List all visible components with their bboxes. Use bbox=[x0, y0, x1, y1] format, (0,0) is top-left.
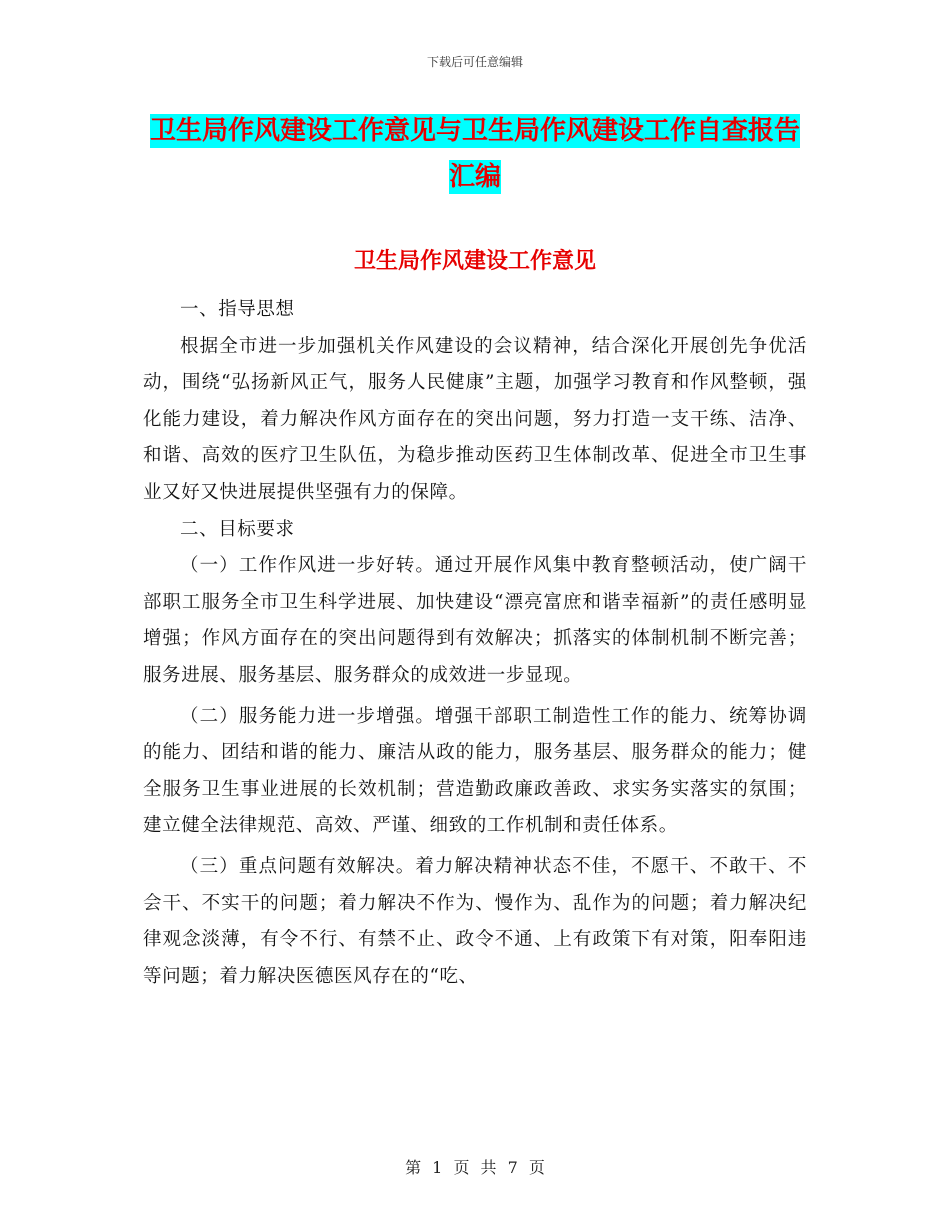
heading-target-requirements: 二、目标要求 bbox=[180, 518, 295, 540]
document-body bbox=[143, 292, 807, 995]
heading-guiding-thought: 一、指导思想 bbox=[180, 299, 295, 320]
paragraph: （二）服务能力进一步增强。增强干部职工制造性工作的能力、统筹协调的能力、团结和谐的能力、廉洁从政的能力，服务基层、服务群众的能力；健全服务卫生事业进展的长效机制；营造勤政廉政善政、求实务实落实的氛围；建立健全法律规范、高效、严谨、细致的工作机制和责任体系。 bbox=[143, 705, 807, 837]
document-title bbox=[140, 108, 810, 200]
page-number: 第 1 页 共 7 页 bbox=[405, 1158, 545, 1177]
header-note: 下载后可任意编辑 bbox=[426, 55, 523, 69]
paragraph: （一）工作作风进一步好转。通过开展作风集中教育整顿活动，使广阔干部职工服务全市卫生科学进展、加快建设“漂亮富庶和谐幸福新”的责任感明显增强；作风方面存在的突出问题得到有效解决；抓落实的体制机制不断完善；服务进展、服务基层、服务群众的成效进一步显现。 bbox=[143, 555, 807, 686]
document-title-text: 卫生局作风建设工作意见与卫生局作风建设工作自查报告汇编 bbox=[149, 116, 800, 192]
paragraph: 根据全市进一步加强机关作风建设的会议精神，结合深化开展创先争优活动，围绕“弘扬新风正气，服务人民健康”主题，加强学习教育和作风整顿，强化能力建设，着力解决作风方面存在的突出问题，努力打造一支干练、洁净、和谐、高效的医疗卫生队伍，为稳步推动医药卫生体制改革、促进全市卫生事业又好又快进展提供坚强有力的保障。 bbox=[143, 335, 807, 503]
paragraph: （三）重点问题有效解决。着力解决精神状态不佳，不愿干、不敢干、不会干、不实干的问题；着力解决不作为、慢作为、乱作为的问题；着力解决纪律观念淡薄，有令不行、有禁不止、政令不通、上有政策下有对策，阳奉阳违等问题；着力解决医德医风存在的“吃、 bbox=[143, 855, 807, 987]
section-title: 卫生局作风建设工作意见 bbox=[353, 249, 596, 274]
